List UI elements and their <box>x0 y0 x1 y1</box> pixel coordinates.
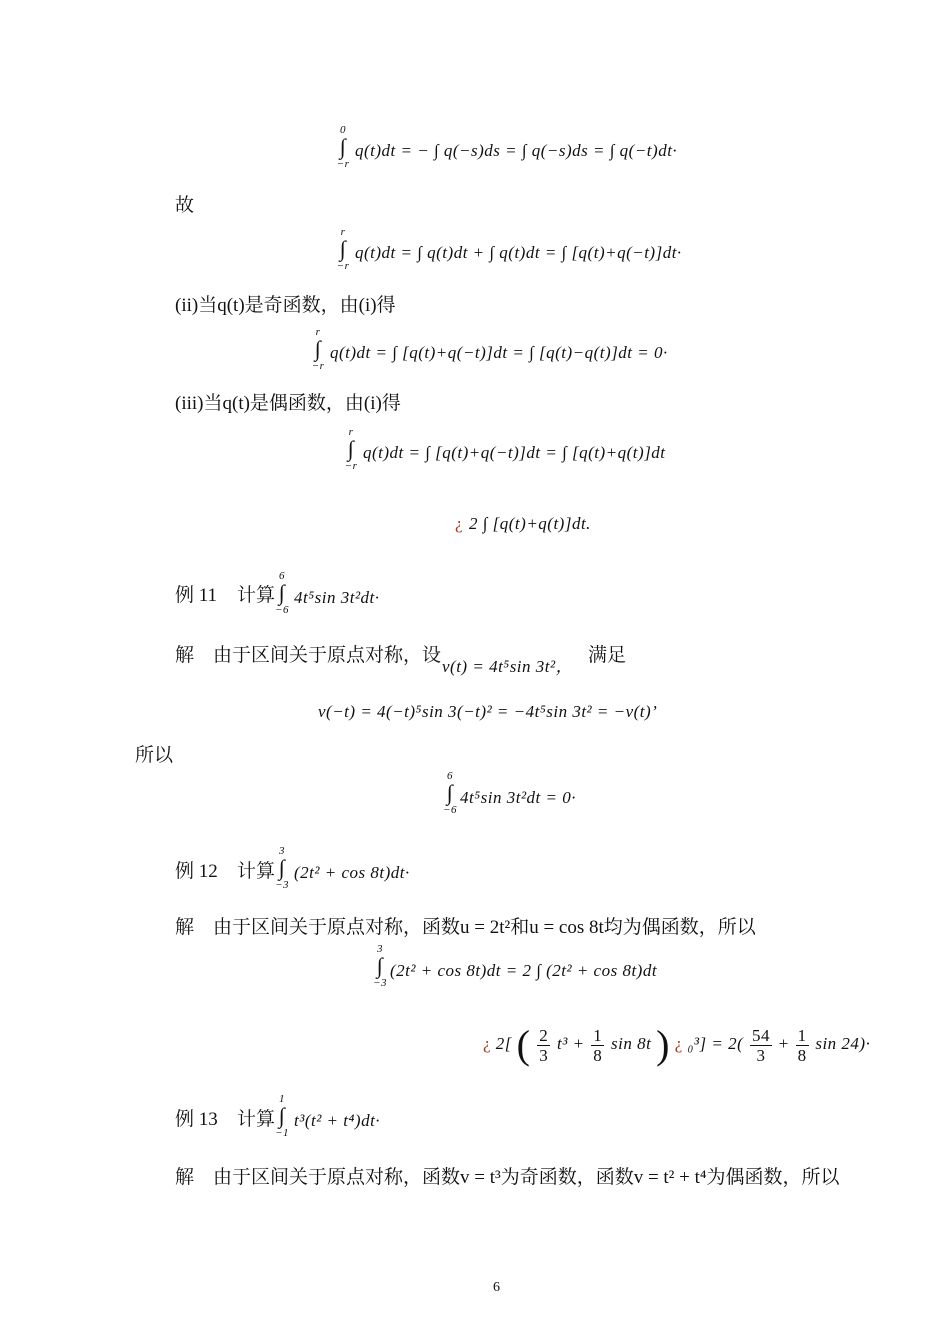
example-12-label: 例 12 <box>175 861 218 882</box>
equation-1 <box>335 120 735 180</box>
example-11-expr: 4t⁵sin 3t²dt· <box>294 588 380 607</box>
case-iii-text: (iii)当q(t)是偶函数，由(i)得 <box>175 393 401 414</box>
example-13-calc: 计算 <box>237 1109 276 1130</box>
equation-2 <box>335 222 735 282</box>
fraction-two-thirds: $\frac{2}{3}$ <box>539 1025 549 1065</box>
case-ii-text: (ii)当q(t)是奇函数，由(i)得 <box>175 295 396 316</box>
example-12-calc: 计算 <box>237 861 276 882</box>
example-11-solution-expr: v(t) = 4t⁵sin 3t²， <box>442 657 574 676</box>
equation-2-body: q(t)dt = ∫ q(t)dt + ∫ q(t)dt = ∫ [q(t)+q(−t)]dt· <box>355 243 682 262</box>
integral-sign: r ∫ −r <box>344 426 358 472</box>
example-12-equation-2: ¿ 2[ ( $\frac{2}{3}$ t³ + $\frac{1}{8}$ sin 8t ) ¿ ₀³] = 2( $\frac{54}{3}$ + $\frac{1}{8}$ sin 24)· <box>483 1022 871 1067</box>
example-11-solution-tail: 满足 <box>588 645 627 666</box>
example-12-expr: (2t² + cos 8t)dt· <box>294 863 410 882</box>
eq2-part-e: ₀³] = 2( <box>687 1033 744 1053</box>
eq2-part-a: 2[ <box>495 1033 512 1053</box>
example-13-expr: t³(t² + t⁴)dt· <box>294 1111 381 1130</box>
example-11-equation: v(−t) = 4(−t)⁵sin 3(−t)² = −4t⁵sin 3t² = −v(t)’ <box>318 702 658 721</box>
example-12-integral <box>274 845 474 905</box>
equation-1-body: q(t)dt = − ∫ q(−s)ds = ∫ q(−s)ds = ∫ q(−t)dt· <box>355 141 678 160</box>
eq2-part-b: t³ + <box>557 1033 585 1053</box>
example-11-result <box>442 770 642 830</box>
example-12-equation-1 <box>372 943 692 1003</box>
word-suoyi: 所以 <box>135 745 174 766</box>
integral-sign: 0 ∫ −r <box>336 124 350 170</box>
word-gu: 故 <box>175 195 195 216</box>
unknown-glyph-mark: ¿ <box>674 1033 683 1053</box>
example-11-solution-text: 解 由于区间关于原点对称，设 <box>175 645 442 666</box>
example-13-solution: 解 由于区间关于原点对称，函数v = t³为奇函数，函数v = t² + t⁴为偶函数，所以 <box>175 1167 840 1188</box>
equation-5-body: 2 ∫ [q(t)+q(t)]dt. <box>469 514 591 533</box>
example-11-label: 例 11 <box>175 585 218 606</box>
integral-sign: 3 ∫ −3 <box>275 845 289 891</box>
example-11-result-expr: 4t⁵sin 3t²dt = 0· <box>460 788 576 807</box>
example-11-calc: 计算 <box>237 585 276 606</box>
example-12-solution: 解 由于区间关于原点对称，函数u = 2t²和u = cos 8t均为偶函数，所以 <box>175 917 756 938</box>
fraction-one-eighth-b: $\frac{1}{8}$ <box>797 1025 807 1065</box>
fraction-54-thirds: $\frac{54}{3}$ <box>752 1025 770 1065</box>
unknown-glyph-mark: ¿ <box>483 1033 492 1053</box>
integral-sign: 6 ∫ −6 <box>275 570 289 616</box>
equation-5 <box>455 500 655 560</box>
equation-3-body: q(t)dt = ∫ [q(t)+q(−t)]dt = ∫ [q(t)−q(t)]dt = 0· <box>330 343 668 362</box>
example-13-label: 例 13 <box>175 1109 218 1130</box>
integral-sign: r ∫ −r <box>311 326 325 372</box>
unknown-glyph-mark: ¿ <box>455 514 464 533</box>
eq2-part-f: sin 24)· <box>815 1033 871 1053</box>
equation-4-body: q(t)dt = ∫ [q(t)+q(−t)]dt = ∫ [q(t)+q(t)]dt <box>363 443 666 462</box>
integral-sign: 6 ∫ −6 <box>443 770 457 816</box>
fraction-one-eighth: $\frac{1}{8}$ <box>593 1025 603 1065</box>
example-12-equation-1-body: (2t² + cos 8t)dt = 2 ∫ (2t² + cos 8t)dt <box>390 961 658 980</box>
integral-sign: 3 ∫ −3 <box>373 943 387 989</box>
example-11-integral <box>274 570 474 630</box>
equation-4 <box>343 422 723 482</box>
page-number: 6 <box>493 1280 500 1295</box>
eq2-part-c: sin 8t <box>611 1033 652 1053</box>
equation-3 <box>310 322 730 382</box>
integral-sign: r ∫ −r <box>336 226 350 272</box>
integral-sign: 1 ∫ −1 <box>275 1093 289 1139</box>
example-13-integral <box>274 1093 474 1153</box>
